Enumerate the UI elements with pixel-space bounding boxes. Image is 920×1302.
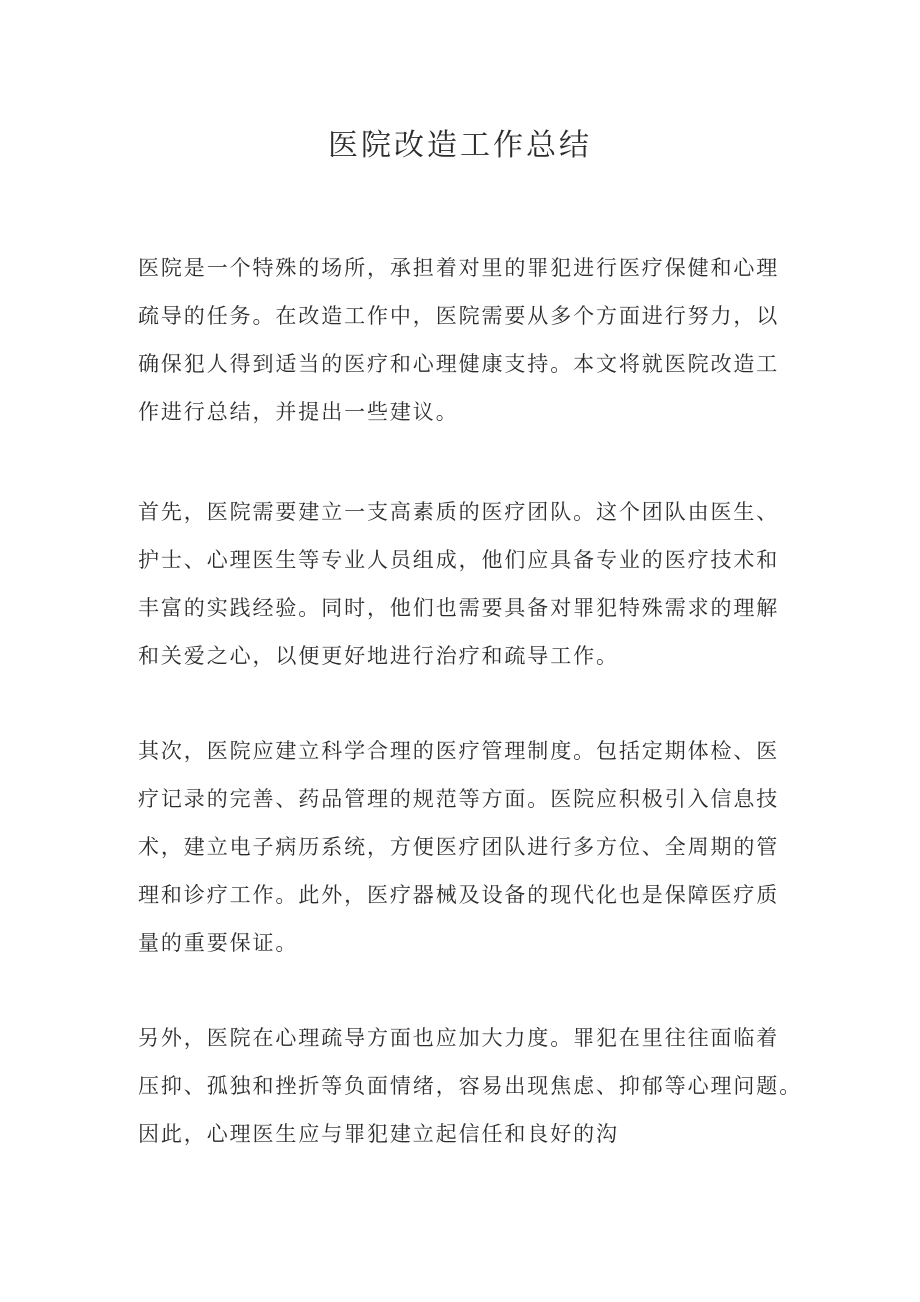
paragraph-intro — [138, 244, 818, 436]
paragraph-line: 首先，医院需要建立一支高素质的医疗团队。这个团队由医生、 — [138, 500, 780, 524]
paragraph-line: 另外，医院在心理疏导方面也应加大力度。罪犯在里往往面临着 — [138, 1026, 780, 1050]
document-title: 医院改造工作总结 — [328, 128, 592, 163]
paragraph-line: 理和诊疗工作。此外，医疗器械及设备的现代化也是保障医疗质 — [138, 883, 780, 907]
paragraph-medical-team — [138, 488, 818, 680]
paragraph-line: 疗记录的完善、药品管理的规范等方面。医院应积极引入信息技 — [138, 787, 780, 811]
paragraph-line: 术，建立电子病历系统，方便医疗团队进行多方位、全周期的管 — [138, 835, 780, 859]
paragraph-line: 压抑、孤独和挫折等负面情绪，容易出现焦虑、抑郁等心理问题。 — [138, 1074, 803, 1098]
paragraph-line: 医院是一个特殊的场所，承担着对里的罪犯进行医疗保健和心理 — [138, 256, 780, 280]
paragraph-line: 护士、心理医生等专业人员组成，他们应具备专业的医疗技术和 — [138, 548, 780, 572]
paragraph-line: 和关爱之心，以便更好地进行治疗和疏导工作。 — [138, 644, 619, 668]
paragraph-line: 疏导的任务。在改造工作中，医院需要从多个方面进行努力，以 — [138, 304, 780, 328]
paragraph-line: 量的重要保证。 — [138, 931, 299, 955]
paragraph-line: 因此，心理医生应与罪犯建立起信任和良好的沟 — [138, 1122, 619, 1146]
paragraph-psychological-counseling — [138, 1014, 818, 1158]
paragraph-line: 丰富的实践经验。同时，他们也需要具备对罪犯特殊需求的理解 — [138, 596, 780, 620]
paragraph-line: 其次，医院应建立科学合理的医疗管理制度。包括定期体检、医 — [138, 739, 780, 763]
paragraph-line: 确保犯人得到适当的医疗和心理健康支持。本文将就医院改造工 — [138, 352, 780, 376]
paragraph-line: 作进行总结，并提出一些建议。 — [138, 400, 459, 424]
paragraph-management-system — [138, 727, 818, 967]
